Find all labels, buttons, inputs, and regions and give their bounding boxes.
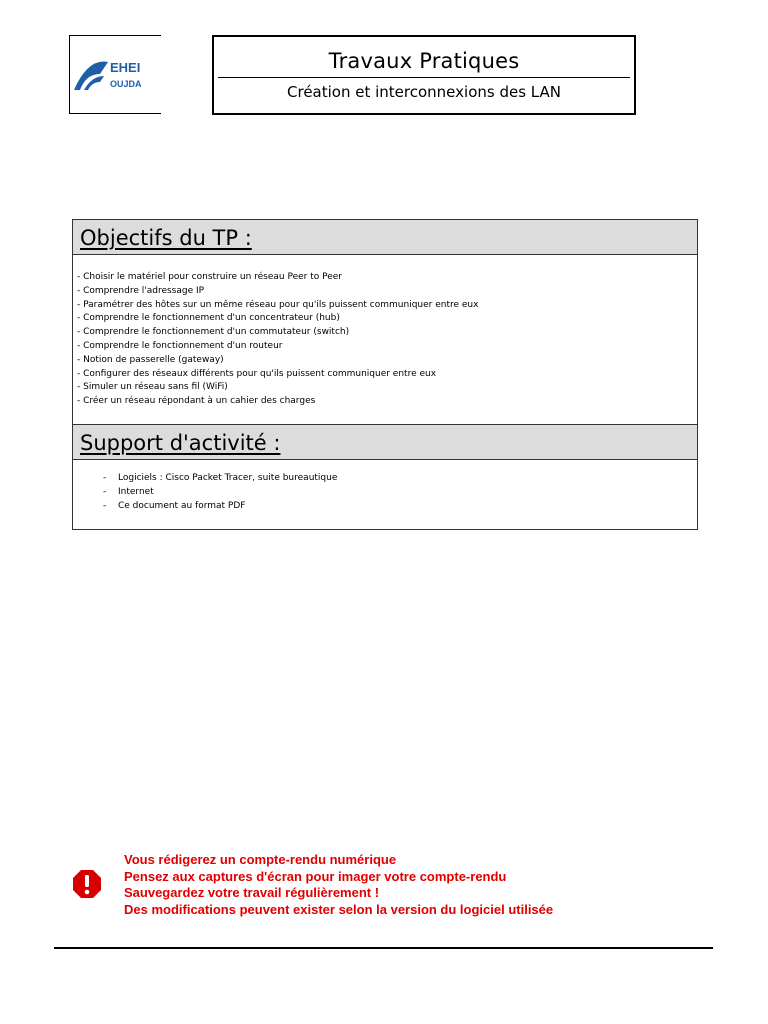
- title-divider: [218, 77, 630, 78]
- list-item: - Comprendre le fonctionnement d'un commutateur (switch): [77, 327, 350, 338]
- logo-arch-icon: [70, 56, 162, 96]
- title-block: [212, 35, 636, 115]
- list-item: - Créer un réseau répondant à un cahier des charges: [77, 396, 316, 407]
- logo-text-bottom: OUJDA: [110, 79, 142, 89]
- list-item: - Simuler un réseau sans fil (WiFi): [77, 382, 228, 393]
- footer-divider: [54, 947, 713, 949]
- objectives-section: [72, 219, 698, 425]
- list-item: - Internet: [103, 486, 697, 500]
- list-item: - Comprendre le fonctionnement d'un routeur: [77, 340, 283, 351]
- warning-line: Des modifications peuvent exister selon la version du logiciel utilisée: [124, 901, 554, 917]
- list-item: - Choisir le matériel pour construire un réseau Peer to Peer: [77, 272, 342, 282]
- list-item: - Logiciels : Cisco Packet Tracer, suite bureautique: [103, 472, 697, 486]
- page-subtitle: Création et interconnexions des LAN: [287, 83, 561, 101]
- warning-line: Sauvegardez votre travail régulièrement !: [124, 885, 380, 900]
- list-item: - Comprendre le fonctionnement d'un concentrateur (hub): [77, 313, 340, 324]
- support-list: [73, 460, 697, 513]
- warning-notes: [124, 852, 553, 918]
- support-section: [72, 424, 698, 530]
- list-item: - Paramétrer des hôtes sur un même réseau pour qu'ils puissent communiquer entre eux: [77, 299, 479, 310]
- list-item: - Ce document au format PDF: [103, 500, 697, 514]
- list-item: - Configurer des réseaux différents pour qu'ils puissent communiquer entre eux: [77, 368, 437, 379]
- logo-text-top: EHEI: [110, 60, 141, 75]
- support-header: [73, 425, 697, 460]
- list-item: - Comprendre l'adressage IP: [77, 285, 205, 296]
- objectives-heading: Objectifs du TP :: [80, 226, 252, 250]
- objectives-list: [73, 255, 697, 409]
- warning-line: Vous rédigerez un compte-rendu numérique: [124, 852, 397, 867]
- school-logo: [69, 35, 161, 114]
- support-heading: Support d'activité :: [80, 431, 281, 455]
- warning-line: Pensez aux captures d'écran pour imager votre compte-rendu: [124, 868, 507, 884]
- objectives-header: [73, 220, 697, 255]
- list-item: - Notion de passerelle (gateway): [77, 354, 224, 365]
- page-title: Travaux Pratiques: [328, 49, 520, 73]
- warning-icon: [71, 868, 103, 900]
